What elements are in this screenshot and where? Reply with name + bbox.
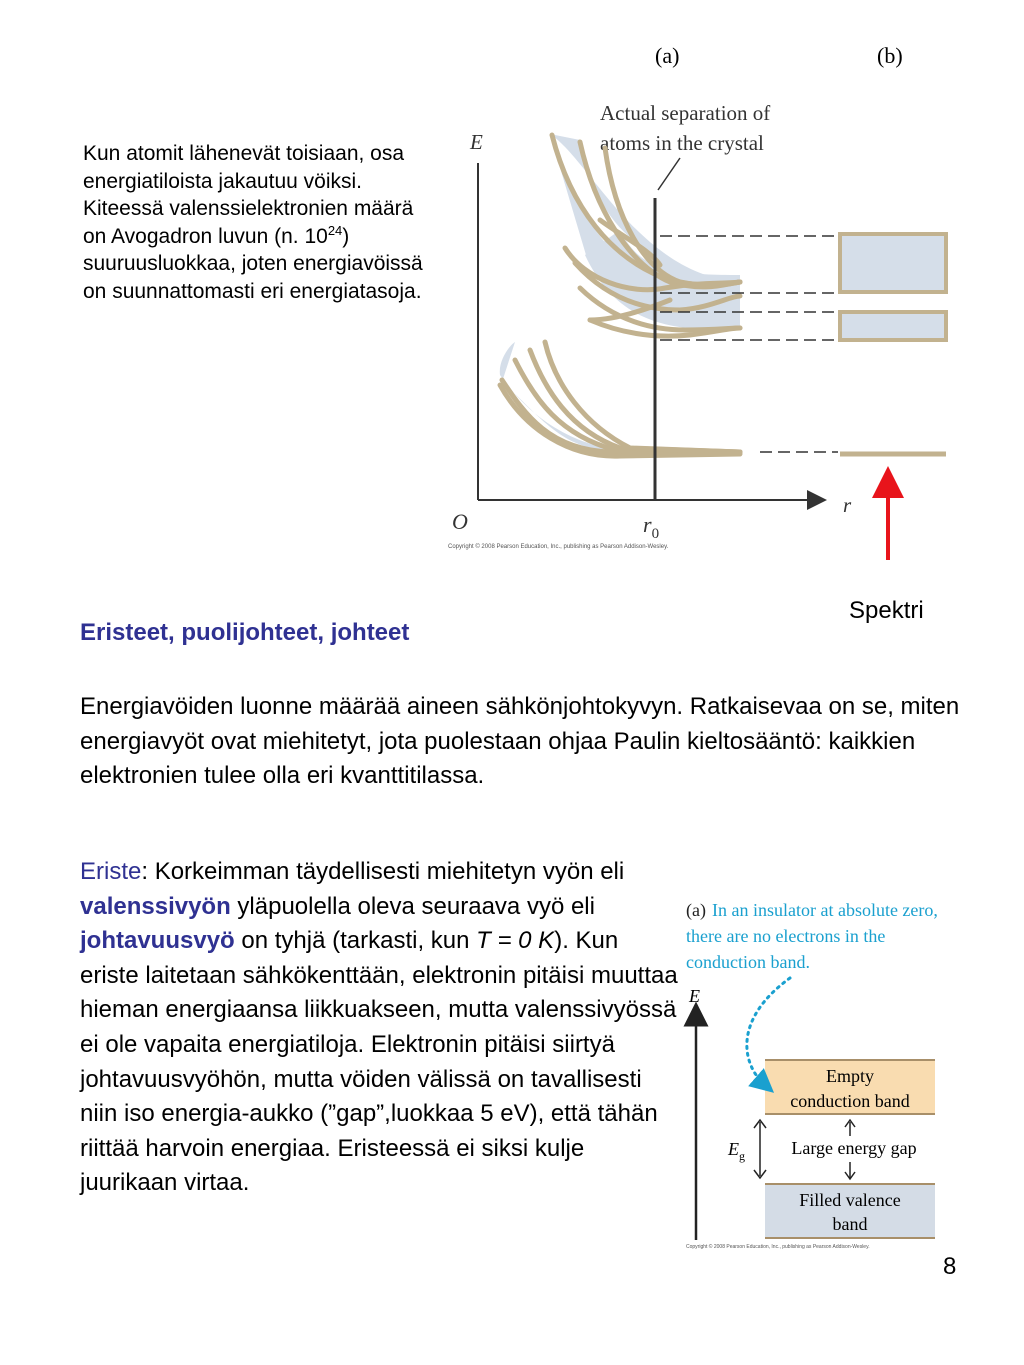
paragraph-2: Eriste: Korkeimman täydellisesti miehitetyn vyön eli valenssivyön yläpuolella oleva seuraava vyö eli johtavuusvyö on tyhjä (tarkasti, kun T = 0 K). Kun eriste laitetaan sähkökenttään, elektronin pitäisi muuttaa hieman energiaansa liikkuakseen, mutta valenssivyössä ei ole vapaita energiatiloja. Elektronin pitäisi siirtyä johtavuusvyöhön, mutta vöiden välissä on tavallisesti niin iso energia-aukko (”gap”,luokkaa 5 eV), että tähän riittää harvoin energiaa. Eristeessä ei siksi kulje juurikaan virtaa. — [80, 858, 678, 1197]
annotation-pointer — [658, 158, 680, 190]
r0-label: $r_0$ — [643, 512, 660, 542]
spectrum-band-2 — [840, 312, 946, 340]
energy-band-diagram — [440, 30, 1000, 560]
axis-e-label: E — [470, 130, 483, 154]
svg-text:(a)In an insulator at absolute: (a) In an insulator at absolute zero, — [686, 900, 938, 920]
label-b: (b) — [877, 43, 903, 68]
copyright: Copyright © 2008 Pearson Education, Inc., publishing as Pearson Addison-Wesley. — [448, 544, 669, 550]
insulator-band-diagram — [672, 890, 1002, 1250]
svg-text:Empty: Empty — [826, 1066, 874, 1086]
label-a: (a) — [655, 43, 680, 68]
term-valence-band: valenssivyön — [80, 892, 231, 920]
svg-text:Eg: $E_g$ — [728, 1139, 745, 1163]
term-conduction-band: johtavuusvyö — [80, 927, 235, 955]
svg-text:Copyright © 2008 Pearson Educa: Copyright © 2008 Pearson Education, Inc., publishing as Pearson Addison-Wesley. — [686, 1244, 870, 1250]
page-number: 8 — [943, 1253, 957, 1280]
origin-label: O — [452, 509, 468, 534]
paragraph-1: Energiavöiden luonne määrää aineen sähkönjohtokyvyn. Ratkaisevaa on se, miten energiavyöt ovat miehitetyt, jota puolestaan ohjaa Paulin kieltosääntö: kaikkien elektronien tulee olla eri kvanttitilassa. — [80, 693, 960, 789]
upper-band-curves — [552, 135, 740, 336]
svg-text:Filled valence: Filled valence — [799, 1190, 901, 1210]
term-eriste: Eriste — [80, 858, 142, 885]
annotation-line2: atoms in the crystal — [600, 131, 764, 155]
svg-text:conduction band: conduction band — [790, 1091, 910, 1111]
axis-r-label: r — [843, 493, 852, 517]
spektri-label: Spektri — [849, 597, 924, 624]
lower-band-curves — [500, 342, 740, 456]
svg-text:there are no electrons in the: there are no electrons in the — [686, 926, 886, 946]
annotation-line1: Actual separation of — [600, 101, 771, 125]
svg-text:Large energy gap: Large energy gap — [791, 1138, 917, 1158]
spectrum-band-1 — [840, 234, 946, 292]
intro-paragraph: Kun atomit lähenevät toisiaan, osa energiatiloista jakautuu vöiksi. Kiteessä valenssielektronien määrä on Avogadron luvun (n. $10^{24}$) suuruusluokkaa, joten energiavöissä on suunnattomasti eri energiatasoja. — [83, 142, 423, 303]
svg-text:band: band — [832, 1214, 868, 1234]
section-heading: Eristeet, puolijohteet, johteet — [80, 619, 410, 646]
axis-e-label: E — [689, 986, 700, 1006]
svg-text:conduction band.: conduction band. — [686, 952, 810, 972]
